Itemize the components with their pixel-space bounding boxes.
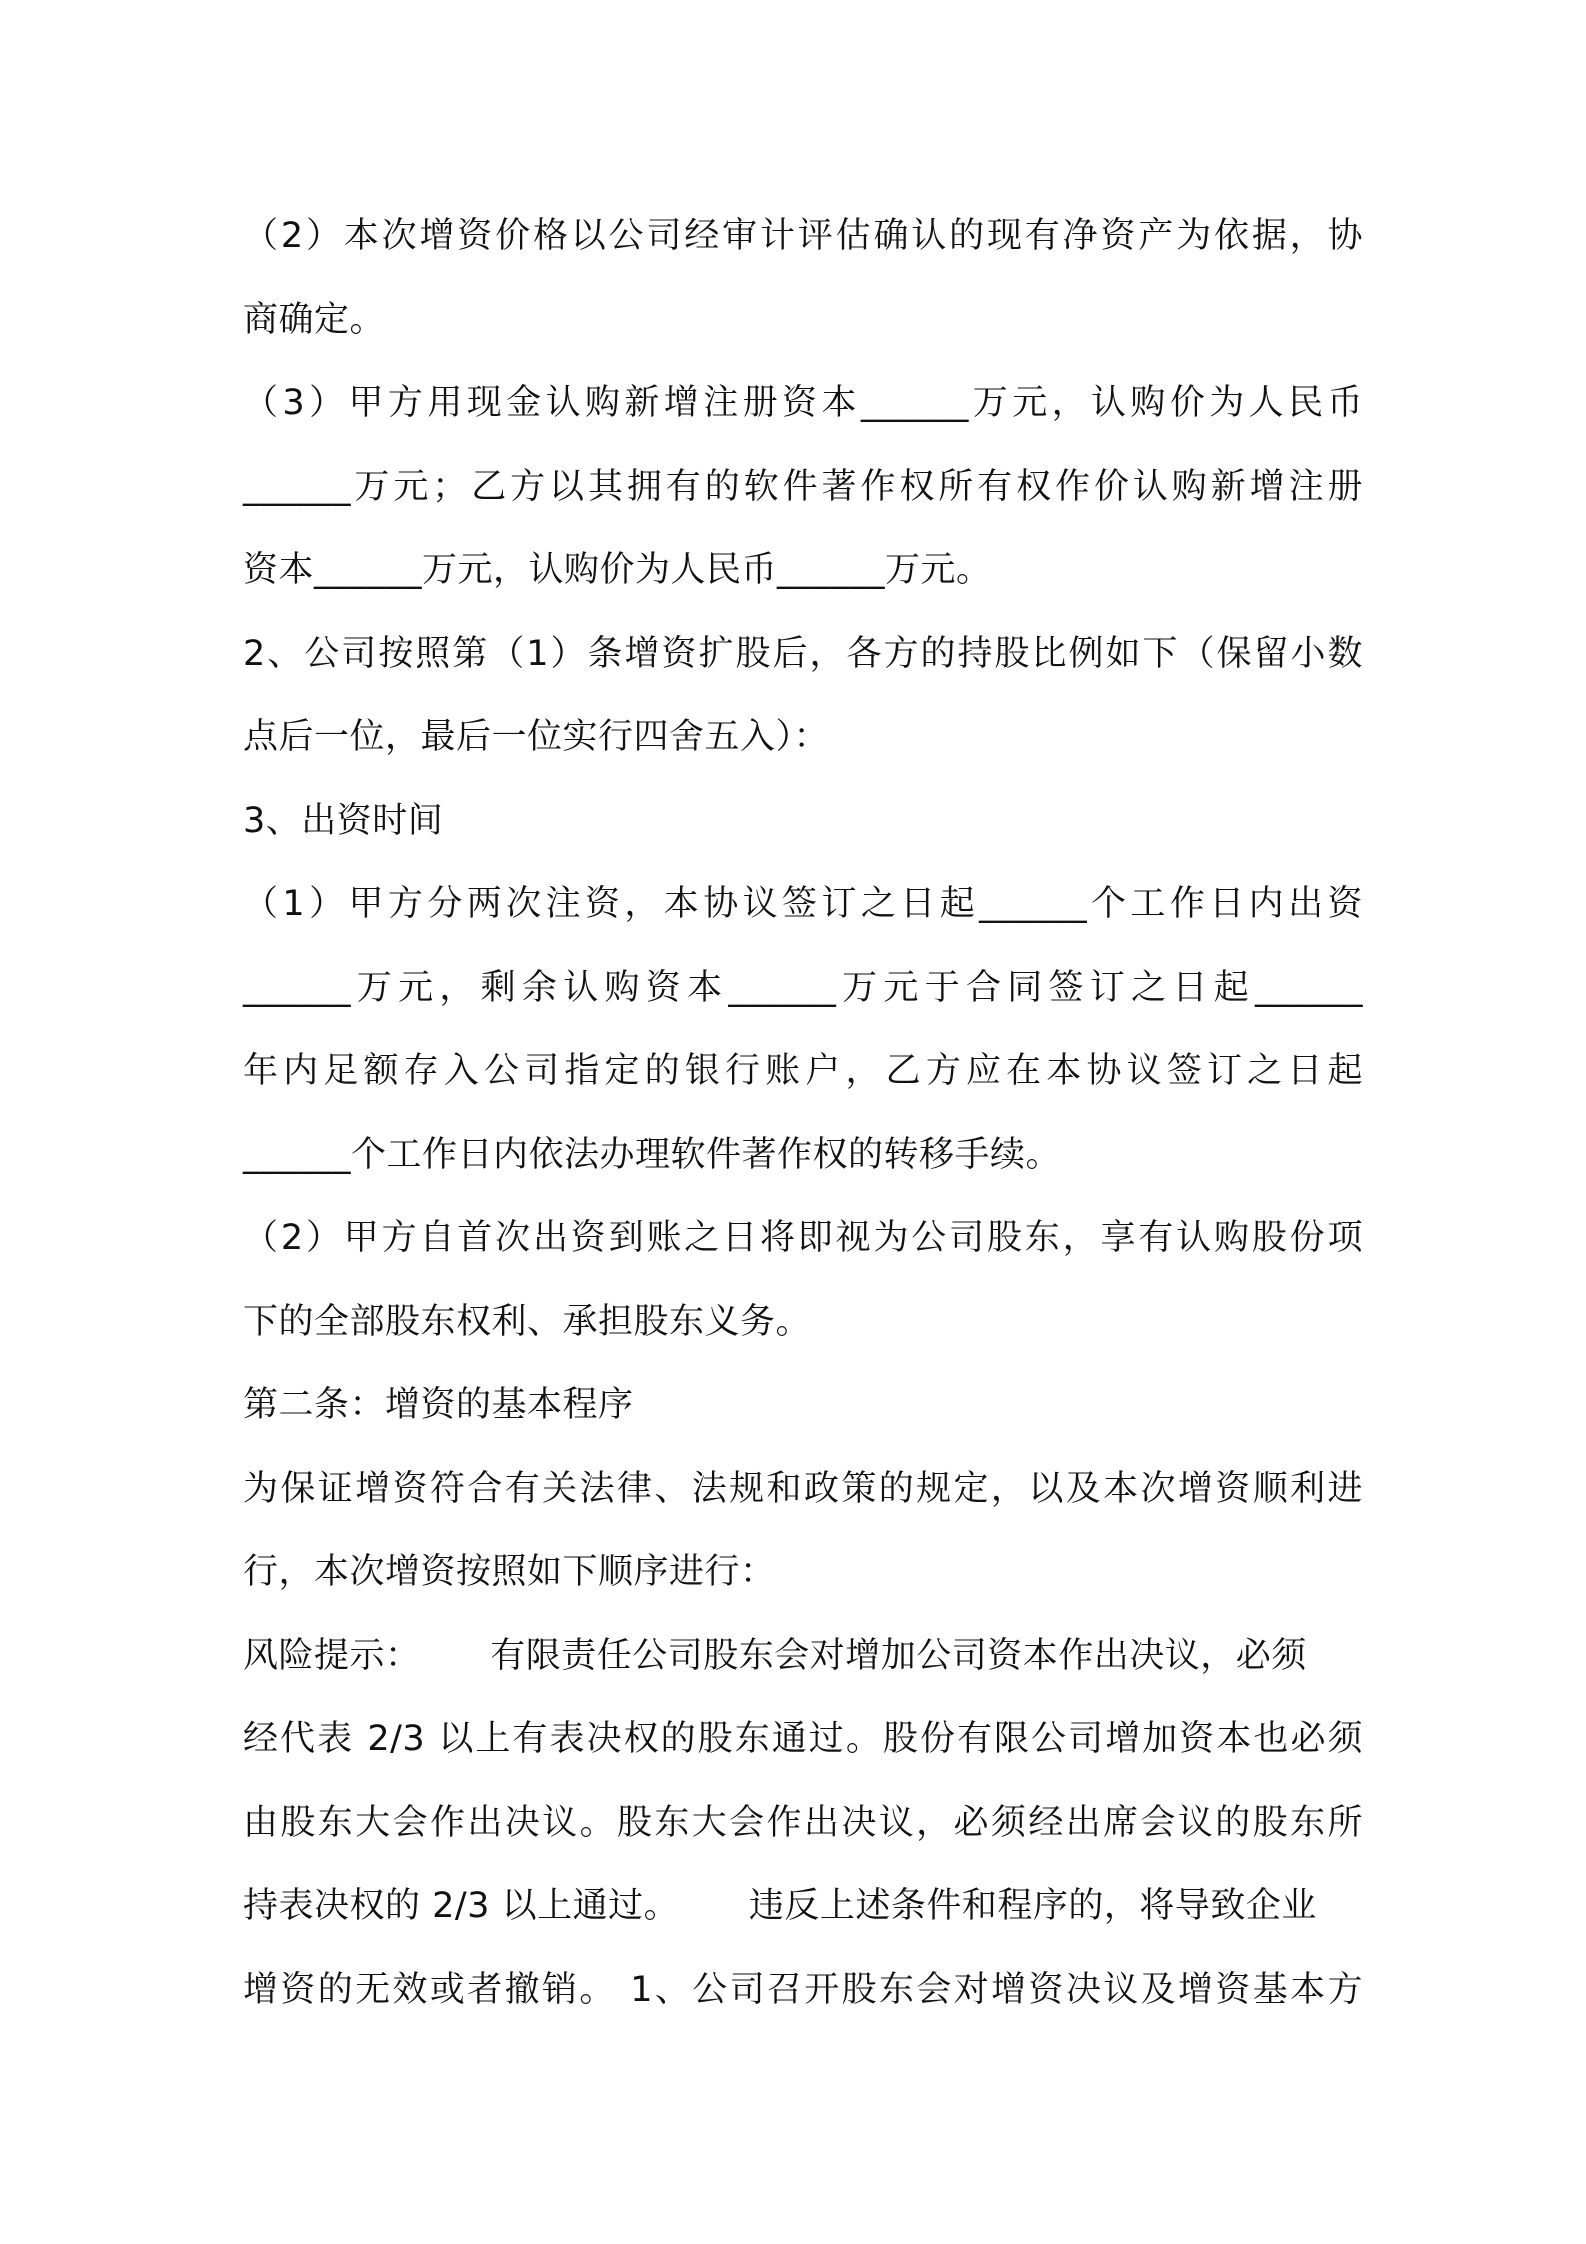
text-line: ______个工作日内依法办理软件著作权的转移手续。 <box>243 1134 1062 1175</box>
text-line: 由股东大会作出决议。股东大会作出决议，必须经出席会议的股东所 <box>243 1802 1363 1843</box>
text-line: 下的全部股东权利、承担股东义务。 <box>243 1301 812 1342</box>
text-line: 经代表 2/3 以上有表决权的股东通过。股份有限公司增加资本也必须 <box>243 1719 1363 1759</box>
text-line: 资本______万元，认购价为人民币______万元。 <box>243 550 992 590</box>
text-line: 3、出资时间 <box>243 800 444 841</box>
text-line: ______万元，剩余认购资本______万元于合同签订之日起______ <box>243 967 1363 1008</box>
text-line: 持表决权的 2/3 以上通过。 违反上述条件和程序的，将导致企业 <box>243 1886 1317 1926</box>
text-line: 增资的无效或者撤销。 1、公司召开股东会对增资决议及增资基本方 <box>243 1969 1363 2010</box>
text-line: 为保证增资符合有关法律、法规和政策的规定，以及本次增资顺利进 <box>243 1468 1363 1509</box>
text-line: 点后一位，最后一位实行四舍五入）： <box>243 717 830 757</box>
document-body <box>243 195 1363 2032</box>
text-line: 2、公司按照第（1）条增资扩股后，各方的持股比例如下（保留小数 <box>243 633 1363 674</box>
text-line: 商确定。 <box>243 299 386 340</box>
text-line: 风险提示： 有限责任公司股东会对增加公司资本作出决议，必须 <box>243 1635 1307 1676</box>
text-line: （3）甲方用现金认购新增注册资本______万元，认购价为人民币 <box>243 383 1363 423</box>
text-line: （1）甲方分两次注资，本协议签订之日起______个工作日内出资 <box>243 884 1363 924</box>
text-line: 年内足额存入公司指定的银行账户，乙方应在本协议签订之日起 <box>243 1051 1363 1091</box>
text-line: ______万元；乙方以其拥有的软件著作权所有权作价认购新增注册 <box>243 466 1363 507</box>
text-line: （2）甲方自首次出资到账之日将即视为公司股东，享有认购股份项 <box>243 1218 1363 1258</box>
text-line: 第二条：增资的基本程序 <box>243 1385 634 1425</box>
text-line: （2）本次增资价格以公司经审计评估确认的现有净资产为依据，协 <box>243 216 1363 256</box>
text-line: 行，本次增资按照如下顺序进行： <box>243 1552 776 1592</box>
